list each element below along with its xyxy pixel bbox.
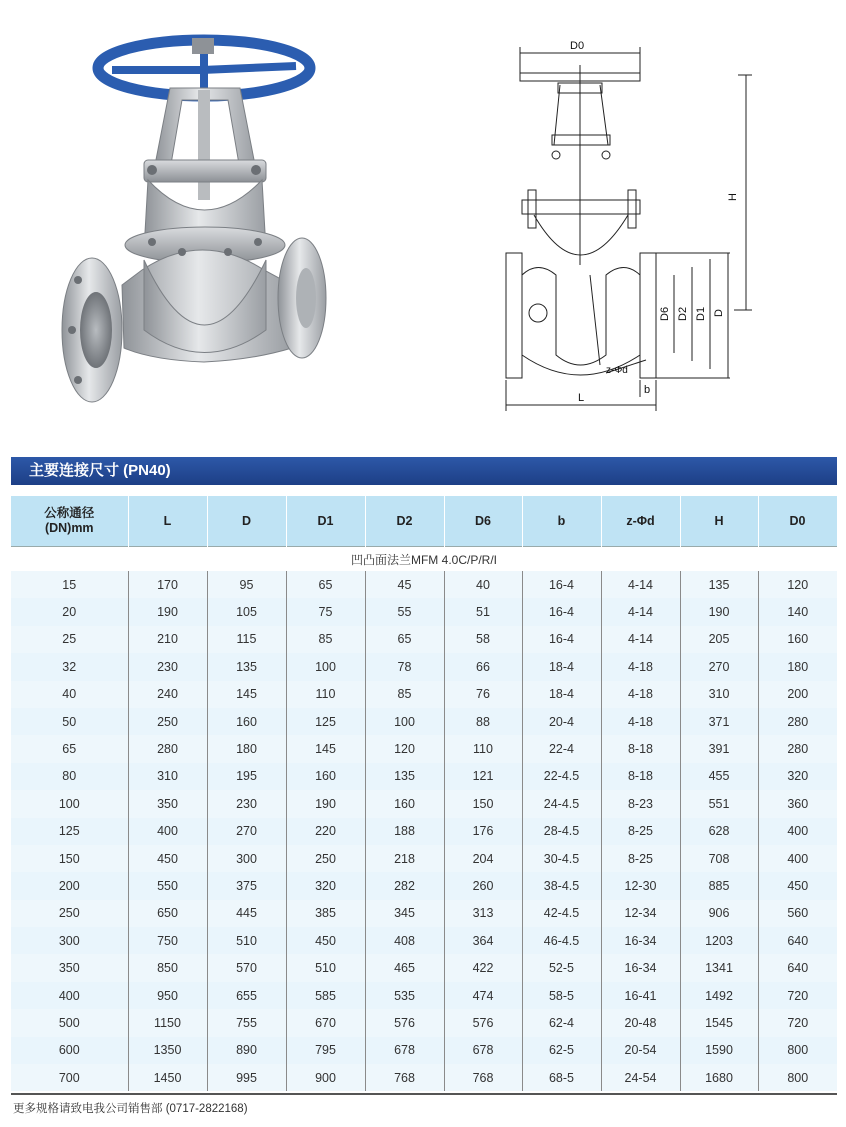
- table-cell: 16-4: [522, 626, 601, 653]
- table-cell: 95: [207, 571, 286, 598]
- table-cell: 576: [365, 1009, 444, 1036]
- table-cell: 270: [680, 653, 758, 680]
- table-row: [11, 927, 837, 954]
- table-cell: 75: [286, 598, 365, 625]
- table-cell: 40: [11, 681, 128, 708]
- table-cell: 160: [207, 708, 286, 735]
- table-cell: 160: [758, 626, 837, 653]
- table-cell: 385: [286, 900, 365, 927]
- table-cell: 408: [365, 927, 444, 954]
- table-cell: 195: [207, 763, 286, 790]
- table-row: [11, 790, 837, 817]
- table-cell: 4-14: [601, 598, 680, 625]
- table-cell: 190: [286, 790, 365, 817]
- table-cell: 364: [444, 927, 522, 954]
- table-cell: 20-48: [601, 1009, 680, 1036]
- table-cell: 12-30: [601, 872, 680, 899]
- table-cell: 585: [286, 982, 365, 1009]
- table-cell: 18-4: [522, 653, 601, 680]
- table-cell: 135: [680, 571, 758, 598]
- table-cell: 576: [444, 1009, 522, 1036]
- table-cell: 46-4.5: [522, 927, 601, 954]
- table-cell: 1150: [128, 1009, 207, 1036]
- table-cell: 551: [680, 790, 758, 817]
- table-cell: 125: [286, 708, 365, 735]
- label-d2: D2: [677, 306, 689, 321]
- table-cell: 65: [286, 571, 365, 598]
- table-cell: 995: [207, 1064, 286, 1091]
- table-cell: 230: [128, 653, 207, 680]
- column-header: H: [680, 496, 758, 547]
- label-l: L: [578, 392, 585, 404]
- table-cell: 465: [365, 954, 444, 981]
- table-cell: 115: [207, 626, 286, 653]
- table-cell: 125: [11, 818, 128, 845]
- flange-type-subheader: 凹凸面法兰MFM 4.0C/P/R/I: [11, 547, 837, 572]
- table-cell: 4-14: [601, 626, 680, 653]
- table-cell: 422: [444, 954, 522, 981]
- table-cell: 12-34: [601, 900, 680, 927]
- table-cell: 105: [207, 598, 286, 625]
- table-cell: 850: [128, 954, 207, 981]
- table-cell: 8-23: [601, 790, 680, 817]
- table-row: [11, 598, 837, 625]
- table-cell: 350: [11, 954, 128, 981]
- table-cell: 210: [128, 626, 207, 653]
- table-cell: 628: [680, 818, 758, 845]
- table-cell: 38-4.5: [522, 872, 601, 899]
- table-cell: 313: [444, 900, 522, 927]
- table-cell: 474: [444, 982, 522, 1009]
- table-cell: 40: [444, 571, 522, 598]
- table-cell: 280: [758, 708, 837, 735]
- table-row: [11, 1009, 837, 1036]
- table-cell: 708: [680, 845, 758, 872]
- table-cell: 360: [758, 790, 837, 817]
- column-header: 公称通径 (DN)mm: [11, 496, 128, 547]
- table-cell: 400: [758, 818, 837, 845]
- table-cell: 310: [128, 763, 207, 790]
- table-bottom-rule: [11, 1093, 837, 1095]
- table-cell: 890: [207, 1037, 286, 1064]
- table-cell: 280: [128, 735, 207, 762]
- table-cell: 1590: [680, 1037, 758, 1064]
- table-cell: 150: [444, 790, 522, 817]
- table-cell: 400: [11, 982, 128, 1009]
- table-row: [11, 818, 837, 845]
- table-cell: 120: [365, 735, 444, 762]
- label-d: D: [713, 309, 725, 317]
- dimension-table: [11, 496, 838, 1091]
- column-header: z-Φd: [601, 496, 680, 547]
- table-cell: 500: [11, 1009, 128, 1036]
- table-cell: 85: [286, 626, 365, 653]
- table-cell: 320: [758, 763, 837, 790]
- table-cell: 455: [680, 763, 758, 790]
- table-cell: 88: [444, 708, 522, 735]
- table-cell: 145: [286, 735, 365, 762]
- table-cell: 700: [11, 1064, 128, 1091]
- table-cell: 655: [207, 982, 286, 1009]
- table-cell: 20-4: [522, 708, 601, 735]
- table-row: [11, 1064, 837, 1091]
- table-cell: 66: [444, 653, 522, 680]
- table-cell: 20: [11, 598, 128, 625]
- table-cell: 560: [758, 900, 837, 927]
- table-cell: 22-4.5: [522, 763, 601, 790]
- table-cell: 32: [11, 653, 128, 680]
- column-header: D: [207, 496, 286, 547]
- table-cell: 720: [758, 1009, 837, 1036]
- table-cell: 204: [444, 845, 522, 872]
- table-cell: 20-54: [601, 1037, 680, 1064]
- table-row: [11, 982, 837, 1009]
- table-cell: 58-5: [522, 982, 601, 1009]
- table-cell: 8-25: [601, 818, 680, 845]
- table-cell: 4-18: [601, 708, 680, 735]
- table-cell: 250: [286, 845, 365, 872]
- table-cell: 205: [680, 626, 758, 653]
- table-cell: 1341: [680, 954, 758, 981]
- table-cell: 450: [286, 927, 365, 954]
- table-cell: 300: [11, 927, 128, 954]
- table-cell: 52-5: [522, 954, 601, 981]
- table-cell: 180: [207, 735, 286, 762]
- column-header: D0: [758, 496, 837, 547]
- table-cell: 121: [444, 763, 522, 790]
- table-cell: 535: [365, 982, 444, 1009]
- table-cell: 300: [207, 845, 286, 872]
- table-cell: 4-18: [601, 653, 680, 680]
- table-row: [11, 954, 837, 981]
- table-cell: 22-4: [522, 735, 601, 762]
- table-cell: 670: [286, 1009, 365, 1036]
- table-row: [11, 900, 837, 927]
- table-cell: 720: [758, 982, 837, 1009]
- table-cell: 320: [286, 872, 365, 899]
- table-cell: 230: [207, 790, 286, 817]
- column-header: D2: [365, 496, 444, 547]
- table-row: [11, 708, 837, 735]
- table-cell: 68-5: [522, 1064, 601, 1091]
- label-h: H: [727, 193, 739, 201]
- dimension-drawing: [498, 35, 758, 415]
- table-cell: 450: [758, 872, 837, 899]
- table-cell: 768: [365, 1064, 444, 1091]
- table-cell: 45: [365, 571, 444, 598]
- table-cell: 8-18: [601, 735, 680, 762]
- table-cell: 110: [286, 681, 365, 708]
- table-cell: 18-4: [522, 681, 601, 708]
- table-cell: 16-4: [522, 598, 601, 625]
- table-cell: 450: [128, 845, 207, 872]
- table-row: [11, 763, 837, 790]
- table-cell: 400: [128, 818, 207, 845]
- table-cell: 58: [444, 626, 522, 653]
- table-cell: 391: [680, 735, 758, 762]
- table-cell: 270: [207, 818, 286, 845]
- table-cell: 78: [365, 653, 444, 680]
- table-cell: 145: [207, 681, 286, 708]
- table-cell: 1680: [680, 1064, 758, 1091]
- column-header: b: [522, 496, 601, 547]
- table-cell: 160: [286, 763, 365, 790]
- table-row: [11, 681, 837, 708]
- table-cell: 1203: [680, 927, 758, 954]
- table-cell: 768: [444, 1064, 522, 1091]
- table-cell: 345: [365, 900, 444, 927]
- table-cell: 350: [128, 790, 207, 817]
- table-cell: 282: [365, 872, 444, 899]
- table-cell: 240: [128, 681, 207, 708]
- table-cell: 310: [680, 681, 758, 708]
- table-cell: 135: [365, 763, 444, 790]
- table-cell: 678: [365, 1037, 444, 1064]
- table-row: [11, 1037, 837, 1064]
- table-cell: 1350: [128, 1037, 207, 1064]
- table-cell: 100: [286, 653, 365, 680]
- table-cell: 110: [444, 735, 522, 762]
- table-cell: 755: [207, 1009, 286, 1036]
- table-cell: 640: [758, 954, 837, 981]
- table-cell: 16-4: [522, 571, 601, 598]
- table-cell: 190: [680, 598, 758, 625]
- table-cell: 550: [128, 872, 207, 899]
- gate-valve-photo: [52, 30, 342, 420]
- table-cell: 55: [365, 598, 444, 625]
- column-header: D6: [444, 496, 522, 547]
- table-cell: 135: [207, 653, 286, 680]
- table-cell: 80: [11, 763, 128, 790]
- table-cell: 375: [207, 872, 286, 899]
- table-row: [11, 735, 837, 762]
- table-cell: 260: [444, 872, 522, 899]
- label-d1: D1: [695, 306, 707, 321]
- table-cell: 800: [758, 1037, 837, 1064]
- table-cell: 1545: [680, 1009, 758, 1036]
- table-cell: 62-4: [522, 1009, 601, 1036]
- table-cell: 180: [758, 653, 837, 680]
- table-cell: 160: [365, 790, 444, 817]
- table-cell: 678: [444, 1037, 522, 1064]
- table-cell: 100: [365, 708, 444, 735]
- table-cell: 885: [680, 872, 758, 899]
- table-cell: 16-34: [601, 954, 680, 981]
- table-cell: 65: [11, 735, 128, 762]
- table-cell: 250: [11, 900, 128, 927]
- table-cell: 371: [680, 708, 758, 735]
- table-cell: 795: [286, 1037, 365, 1064]
- table-cell: 906: [680, 900, 758, 927]
- table-cell: 600: [11, 1037, 128, 1064]
- table-cell: 76: [444, 681, 522, 708]
- table-cell: 250: [128, 708, 207, 735]
- table-cell: 200: [758, 681, 837, 708]
- label-zd: z-Φd: [606, 365, 628, 376]
- table-cell: 50: [11, 708, 128, 735]
- table-cell: 570: [207, 954, 286, 981]
- table-cell: 650: [128, 900, 207, 927]
- table-cell: 750: [128, 927, 207, 954]
- table-cell: 8-25: [601, 845, 680, 872]
- table-cell: 65: [365, 626, 444, 653]
- table-cell: 640: [758, 927, 837, 954]
- table-cell: 510: [207, 927, 286, 954]
- table-cell: 200: [11, 872, 128, 899]
- table-cell: 445: [207, 900, 286, 927]
- table-cell: 190: [128, 598, 207, 625]
- table-cell: 950: [128, 982, 207, 1009]
- table-cell: 15: [11, 571, 128, 598]
- table-cell: 16-34: [601, 927, 680, 954]
- table-cell: 1450: [128, 1064, 207, 1091]
- table-cell: 16-41: [601, 982, 680, 1009]
- section-title: 主要连接尺寸 (PN40): [11, 457, 837, 485]
- table-cell: 140: [758, 598, 837, 625]
- table-cell: 176: [444, 818, 522, 845]
- table-cell: 24-54: [601, 1064, 680, 1091]
- table-row: [11, 626, 837, 653]
- table-header: [11, 496, 837, 547]
- table-cell: 150: [11, 845, 128, 872]
- label-d6: D6: [659, 306, 671, 321]
- label-b: b: [644, 384, 651, 396]
- table-cell: 510: [286, 954, 365, 981]
- table-cell: 42-4.5: [522, 900, 601, 927]
- table-cell: 28-4.5: [522, 818, 601, 845]
- column-header: L: [128, 496, 207, 547]
- table-cell: 400: [758, 845, 837, 872]
- table-cell: 280: [758, 735, 837, 762]
- table-cell: 25: [11, 626, 128, 653]
- sales-contact-note: 更多规格请致电我公司销售部 (0717-2822168): [13, 1103, 248, 1115]
- table-cell: 120: [758, 571, 837, 598]
- table-cell: 85: [365, 681, 444, 708]
- table-cell: 218: [365, 845, 444, 872]
- table-cell: 188: [365, 818, 444, 845]
- column-header: D1: [286, 496, 365, 547]
- table-cell: 1492: [680, 982, 758, 1009]
- table-row: [11, 845, 837, 872]
- table-cell: 4-14: [601, 571, 680, 598]
- label-d0: D0: [570, 40, 585, 52]
- table-row: [11, 653, 837, 680]
- table-cell: 800: [758, 1064, 837, 1091]
- table-cell: 30-4.5: [522, 845, 601, 872]
- table-cell: 8-18: [601, 763, 680, 790]
- table-cell: 51: [444, 598, 522, 625]
- table-cell: 24-4.5: [522, 790, 601, 817]
- table-cell: 900: [286, 1064, 365, 1091]
- table-cell: 4-18: [601, 681, 680, 708]
- table-row: [11, 872, 837, 899]
- table-row: [11, 571, 837, 598]
- table-cell: 100: [11, 790, 128, 817]
- table-cell: 220: [286, 818, 365, 845]
- table-cell: 62-5: [522, 1037, 601, 1064]
- table-cell: 170: [128, 571, 207, 598]
